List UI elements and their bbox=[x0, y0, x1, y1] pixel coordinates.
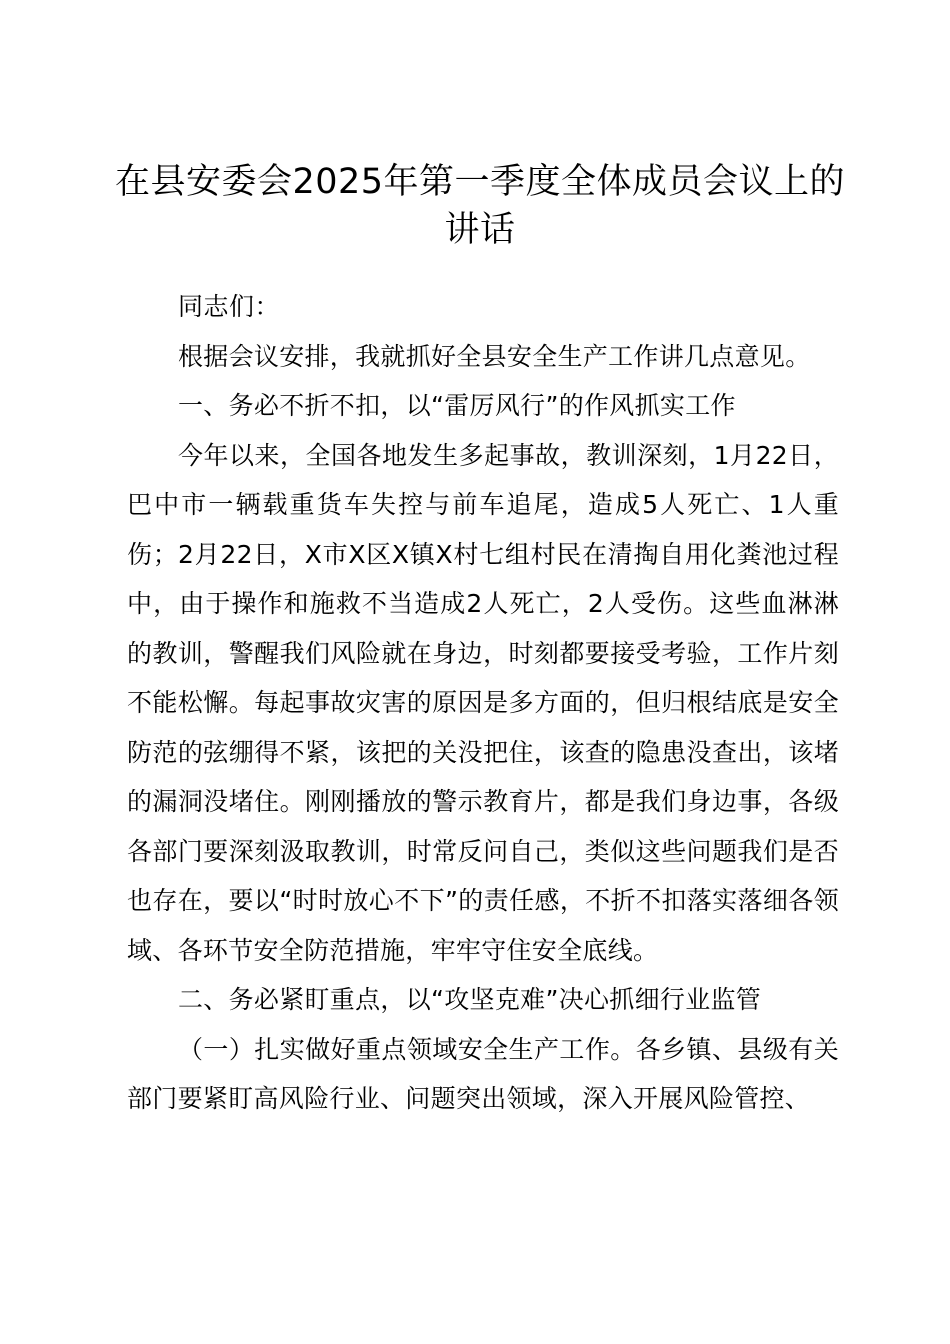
section-heading-1: 一、务必不折不扣，以“雷厉风行”的作风抓实工作 bbox=[178, 391, 736, 420]
document-title: 在县安委会2025年第一季度全体成员会议上的讲话 bbox=[114, 162, 846, 250]
document-body bbox=[127, 282, 839, 1124]
body-paragraph: 今年以来，全国各地发生多起事故，教训深刻，1月22日，巴中市一辆载重货车失控与前车追尾，造成5人死亡、1人重伤；2月22日，X市X区X镇X村七组村民在清掏自用化粪池过程中，由于操作和施救不当造成2人死亡，2人受伤。这些血淋淋的教训，警醒我们风险就在身边，时刻都要接受考验，工作片刻不能松懈。每起事故灾害的原因是多方面的，但归根结底是安全防范的弦绷得不紧，该把的关没把住，该查的隐患没查出，该堵的漏洞没堵住。刚刚播放的警示教育片，都是我们身边事，各级各部门要深刻汲取教训，时常反问自己，类似这些问题我们是否也存在，要以“时时放心不下”的责任感，不折不扣落实落细各领域、各环节安全防范措施，牢牢守住安全底线。 bbox=[127, 440, 839, 965]
section-heading-2: 二、务必紧盯重点，以“攻坚克难”决心抓细行业监管 bbox=[178, 985, 762, 1014]
intro-paragraph: 根据会议安排，我就抓好全县安全生产工作讲几点意见。 bbox=[178, 341, 811, 371]
body-paragraph: （一）扎实做好重点领域安全生产工作。各乡镇、县级有关部门要紧盯高风险行业、问题突出领域，深入开展风险管控、 bbox=[127, 1034, 839, 1113]
salutation: 同志们： bbox=[178, 292, 281, 321]
